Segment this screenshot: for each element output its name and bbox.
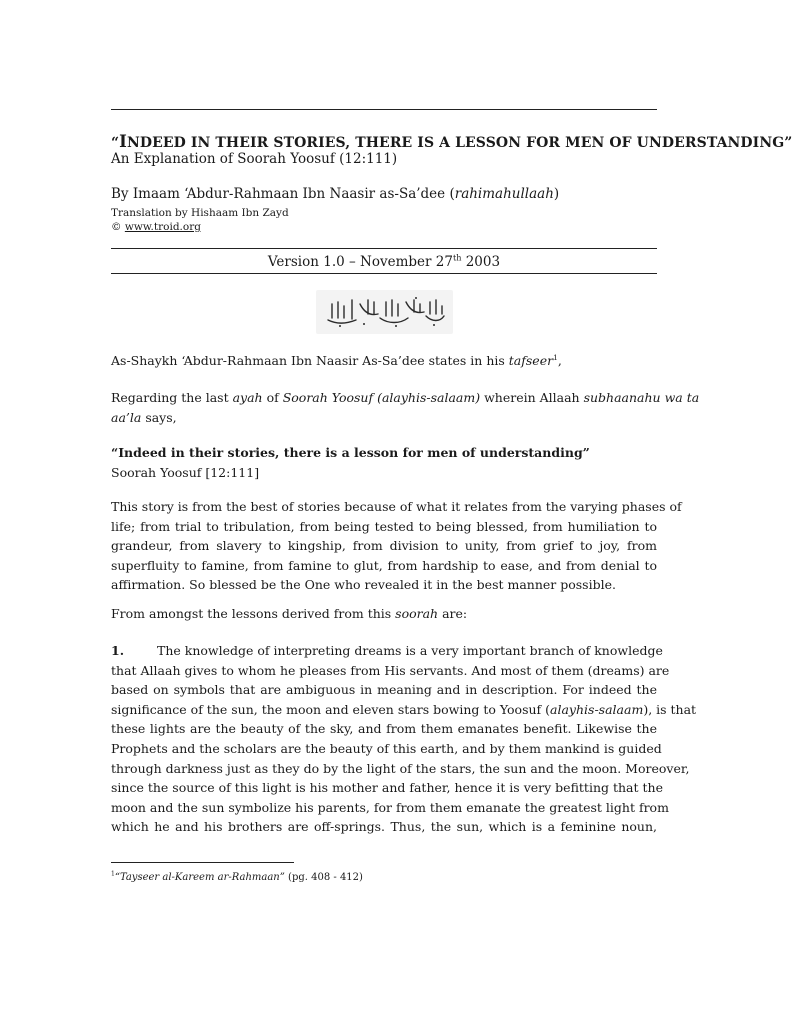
copyright-symbol: © — [111, 221, 122, 233]
document-title: “INDEED IN THEIR STORIES, THERE IS A LESSON FOR MEN OF UNDERSTANDING” — [111, 132, 792, 151]
lessons-intro: From amongst the lessons derived from this soorah are: — [111, 606, 468, 621]
footnote-title: “Tayseer al-Kareem ar-Rahmaan” — [114, 872, 285, 883]
footnote — [111, 872, 363, 883]
text-line: This story is from the best of stories because of what it relates from the varying phases of — [111, 499, 682, 514]
website-link[interactable]: www.troid.org — [124, 221, 201, 233]
text-line: based on symbols that are ambiguous in meaning and in description. For indeed the — [111, 682, 657, 698]
footnote-pages: (pg. 408 - 412) — [284, 872, 363, 883]
top-rule — [111, 109, 657, 110]
version-rule-bottom — [111, 273, 657, 274]
version-line: Version 1.0 – November 27th 2003 — [267, 252, 501, 270]
text-line: since the source of this light is his mother and father, hence it is very befitting that the — [111, 780, 663, 796]
bismillah-calligraphy-icon — [316, 290, 453, 334]
text-line: which he and his brothers are off-springs. Thus, the sun, which is a feminine noun, — [111, 819, 657, 835]
text-line: these lights are the beauty of the sky, and from them emanates benefit. Likewise the — [111, 721, 657, 737]
text-line: life; from trial to tribulation, from being tested to being blessed, from humiliation to — [111, 518, 657, 534]
text-line: that Allaah gives to whom he pleases from His servants. And most of them (dreams) are — [111, 662, 670, 678]
text-line: grandeur, from slavery to kingship, from division to unity, from grief to joy, from — [111, 538, 657, 554]
document-subtitle: An Explanation of Soorah Yoosuf (12:111) — [111, 151, 398, 167]
regarding-paragraph: Regarding the last ayah of Soorah Yoosuf (alayhis-salaam) wherein Allaah subhaanahu wa ta aa’la says, — [111, 390, 700, 425]
footnote-number: 1 — [111, 870, 115, 878]
verse-reference: Soorah Yoosuf [12:111] — [111, 464, 260, 480]
translator-credit: Translation by Hishaam Ibn Zayd — [111, 207, 289, 219]
website-credit — [111, 221, 657, 233]
story-paragraph — [111, 497, 682, 595]
intro-paragraph: As-Shaykh ‘Abdur-Rahmaan Ibn Naasir As-Sa’dee states in his tafseer$^1$, — [111, 352, 562, 368]
verse-quote: “Indeed in their stories, there is a lesson for men of understanding” — [111, 445, 590, 460]
text-line: through darkness just as they do by the light of the stars, the sun and the moon. Moreover, — [111, 760, 690, 776]
author-line: By Imaam ‘Abdur-Rahmaan Ibn Naasir as-Sa’dee (rahimahullaah) — [111, 186, 560, 202]
version-rule-top — [111, 248, 657, 249]
quoted-verse — [111, 443, 657, 482]
text-line: moon and the sun symbolize his parents, for from them emanate the greatest light from — [111, 799, 669, 815]
text-line: Prophets and the scholars are the beauty of this earth, and by them mankind is guided — [111, 740, 662, 756]
text-line: superfluity to famine, from famine to glut, from hardship to ease, and from denial to — [111, 557, 657, 573]
footnote-separator — [111, 862, 294, 863]
lesson-1-paragraph: 1. The knowledge of interpreting dreams is a very important branch of knowledge that Allaah gives to whom he pleases from His servants. And most of them (dreams) are based on symbols that are ambiguous in meaning and in description. For indeed the significance of the sun, the moon and eleven stars bowing to Yoosuf (alayhis-salaam), is that these lights are the beauty of the sky, and from them emanates benefit. Likewise the Prophets and the scholars are the beauty of this earth, and by them mankind is guided through darkness just as they do by the light of the stars, the sun and the moon. Moreover, since the source of this light is his mother and father, hence it is very befitting that the moon and the sun symbolize his parents, for from them emanate the greatest light from which he and his brothers are off-springs. Thus, the sun, which is a feminine noun, — [111, 641, 657, 837]
lesson-number: 1. — [111, 643, 125, 658]
text-line: affirmation. So blessed be the One who revealed it in the best manner possible. — [111, 577, 616, 593]
